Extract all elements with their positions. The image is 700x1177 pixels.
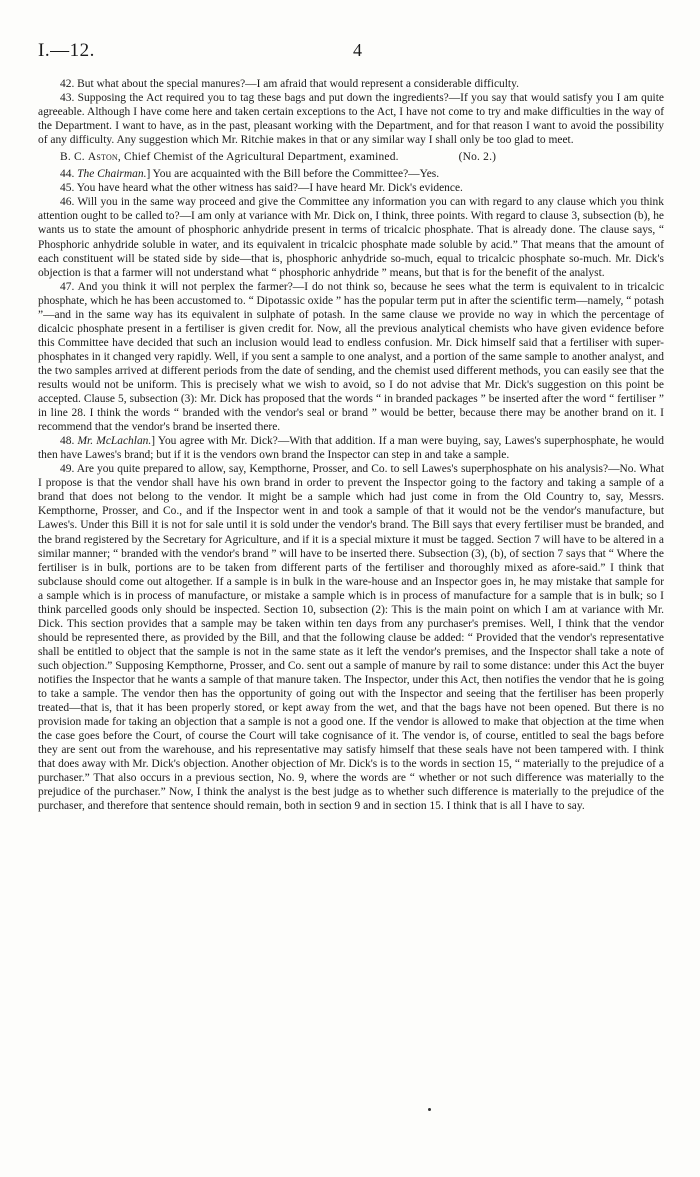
- paragraph-43: 43. Supposing the Act required you to tag these bags and put down the ingredients?—If you say that would satisfy you I am quite agreeable. Although I have come here and taken certain exceptions to the Act, I have not come to try and make difficulties in the way of the Department. I want to have, as in the past, pleasant working with the Department, and for that reason I want to avoid the possibility of any difficulty. Any suggestion which Mr. Ritchie makes in that or any similar way I shall only be too glad to meet.: [38, 92, 664, 147]
- witness-initials: B. C.: [60, 151, 85, 164]
- witness-surname: Aston: [87, 151, 118, 164]
- paragraph-48: [38, 434, 664, 462]
- paragraph-47: 47. And you think it will not perplex the farmer?—I do not think so, because he sees what the term is equivalent to in tricalcic phosphate, which he has been accustomed to. “ Dipotassic oxide ” has the popular term put in after the scientific term—namely, “ potash ”—and in the same way has its equivalent in sulphate of potash. In the same clause we provide no way in which the percentage of dicalcic phosphate present in a fertiliser is given credit for. Now, all the previous analytical chemists who have given evidence before this Committee have decided that such an inclusion would lead to endless confusion. Mr. Dick himself said that a fertiliser with super-phosphates in it changed very rapidly. Well, if you sent a sample to one analyst, and a portion of the same sample to another analyst, and the two samples arrived at different periods from the date of sending, and the chemist used different methods, you can easily see that the results would not be uniform. This is precisely what we wish to avoid, so I do not advise that Mr. Dick's suggestion on this point be accepted. Clause 5, subsection (3): Mr. Dick has proposed that the words “ in branded packages ” be inserted after the word “ fertiliser ” in line 28. I think the words “ branded with the vendor's seal or brand ” would be better, because there may be another brand on it. I recommend that the vendor's brand be inserted there.: [38, 280, 664, 434]
- speaker-mclachlan: Mr. McLachlan.: [77, 435, 152, 448]
- witness-heading: [38, 150, 664, 164]
- paragraph-42: 42. But what about the special manures?—I am afraid that would represent a considerable difficulty.: [60, 78, 519, 90]
- paragraph-44-text: ] You are acquainted with the Bill before the Committee?—Yes.: [146, 168, 440, 181]
- page-number: 4: [353, 40, 362, 60]
- paragraph-48-text: ] You agree with Mr. Dick?—With that addition. If a man were buying, say, Lawes's superphosphate, he would then have Lawes's brand; but if it is the vendors own brand the Inspector can step in and take a sample.: [38, 435, 665, 462]
- paragraph-46: 46. Will you in the same way proceed and give the Committee any information you can with regard to any clause which you think attention ought to be called to?—I am only at variance with Mr. Dick on, I think, three points. With regard to clause 3, subsection (b), he wants us to state the amount of phosphoric anhydride present in terms of tricalcic phosphate. That is already done. The clause says, “ Phosphoric anhydride soluble in water, and its equivalent in tricalcic phosphate made soluble by acid.” That means that the amount of each constituent will be stated side by side—that is, phosphoric anhydride so-much, equal to tricalcic phosphate so-much. Mr. Dick's objection is that a farmer will not understand what “ phosphoric anhydride ” means, but that is for the benefit of the analyst.: [38, 196, 664, 279]
- witness-title: , Chief Chemist of the Agricultural Department, examined.: [117, 151, 399, 164]
- page-header: [38, 40, 660, 64]
- paragraph-44-number: 44.: [60, 168, 78, 181]
- paragraph-48-number: 48.: [60, 435, 78, 448]
- paragraph-45: 45. You have heard what the other witness has said?—I have heard Mr. Dick's evidence.: [60, 182, 463, 195]
- page-mark: [428, 1108, 431, 1111]
- paragraph-44: [38, 167, 664, 181]
- document-reference: I.—12.: [38, 40, 95, 61]
- witness-number: (No. 2.): [458, 151, 497, 164]
- speaker-chairman: The Chairman.: [77, 168, 147, 181]
- document-body: [38, 77, 664, 813]
- paragraph-49: 49. Are you quite prepared to allow, say, Kempthorne, Prosser, and Co. to sell Lawes's superphosphate on his analysis?—No. What I propose is that the vendor shall have his own brand in order to prevent the Inspector going to the factory and taking a sample of a brand that does not belong to the vendor. It might be a sample which had just come in from the Old Country to, say, Messrs. Kempthorne, Prosser, and Co., and if the Inspector went in and took a sample of that it would not be the vendor's manufacture, but Lawes's. Under this Bill it is not for sale until it is sold under the vendor's brand. The Bill says that every fertiliser must be branded, and the brand registered by the Secretary for Agriculture, and if it is a special mixture it must be tagged. Section 7 will have to be altered in a similar manner; “ branded with the vendor's brand ” will have to be inserted there. Subsection (3), (b), of section 7 says that “ Where the fertiliser is in bulk, portions are to be taken from different parts of the fertiliser and thoroughly mixed as afore-said.” I think that subclause should come out altogether. If a sample is in bulk in the ware-house and an Inspector goes in, he may mistake that sample for a sample which is in process of manufacture, or mistake a sample which is in process of manufacture for a sample that is in bulk; so I think parcelled goods only should be inspected. Section 10, subsection (2): This is the main point on which I am at variance with Mr. Dick. This section provides that a sample may be taken within ten days from any purchaser's premises. Well, I think that the vendor should be represented there, as provided by the Bill, and that the following clause be added: “ Provided that the vendor's representative shall be entitled to object that the sample is not in the same state as it left the vendor's premises, and the Inspector shall take a note of such objection.” Supposing Kempthorne, Prosser, and Co. sent out a sample of manure by rail to some distance: under this Act the buyer notifies the Inspector that he wants a sample of that manure taken. The Inspector, under this Act, then notifies the vendor that he is going to take a sample. The vendor then has the opportunity of going out with the Inspector and seeing that the fertiliser has been properly treated—that is, that it has been properly stored, or kept away from the wet, and that the bags have not been opened. But there is no provision made for taking an objection that a sample is not a good one. If the vendor is allowed to make that objection at the time when the case goes before the Court, of course the Court will take cognisance of it. The vendor is, of course, entitled to seal the bags before they are sent out from the warehouse, and his representative may satisfy himself that these seals have not been tampered with. I think that does away with Mr. Dick's objection. Another objection of Mr. Dick's is to the words in section 15, “ materially to the prejudice of a purchaser.” That also occurs in a previous section, No. 9, where the words are “ whether or not such difference was materially to the prejudice of the purchaser.” Now, I think the analyst is the best judge as to whether such difference is materially to the prejudice of the purchaser, and therefore that sentence should remain, both in section 9 and in section 15. I think that is all I have to say.: [38, 463, 665, 813]
